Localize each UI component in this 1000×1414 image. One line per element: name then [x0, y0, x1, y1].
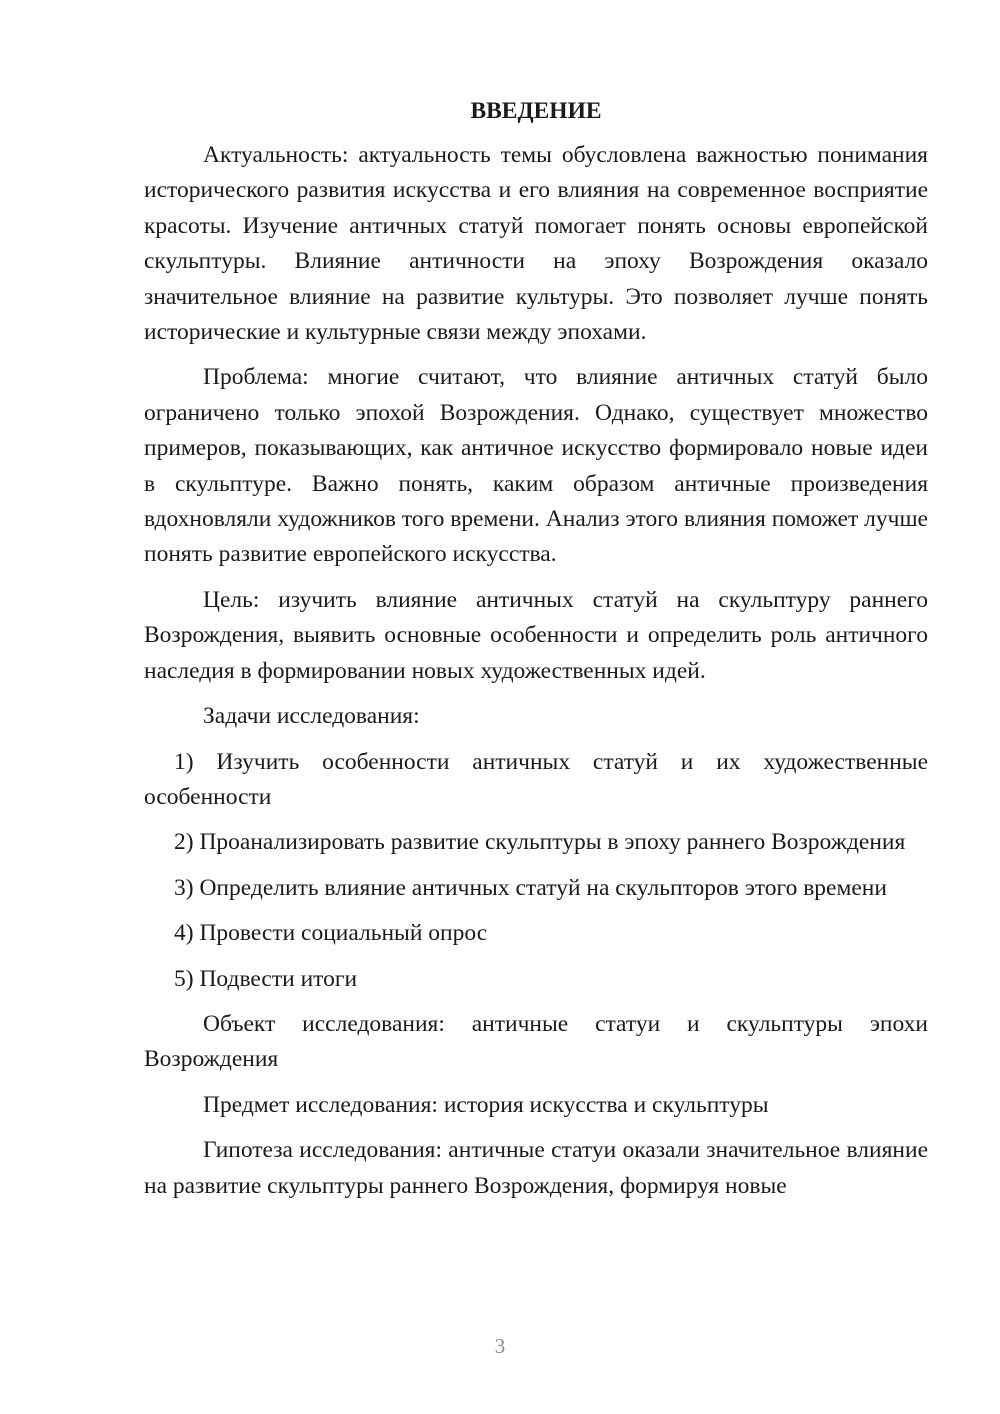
- tasks-heading: Задачи исследования:: [203, 703, 420, 730]
- relevance-paragraph: Актуальность: актуальность темы обусловлена важностью понимания исторического развития искусства и его влияния на современное восприятие красоты. Изучение античных статуй помогает понять основы европейской скульптуры. Влияние античности на эпоху Возрождения оказало значительное влияние на развитие культуры. Это позволяет лучше понять исторические и культурные связи между эпохами.: [144, 142, 928, 346]
- page-number: 3: [494, 1334, 506, 1358]
- list-item: 3) Определить влияние античных статуй на скульпторов этого времени: [174, 874, 887, 901]
- list-item: 1) Изучить особенности античных статуй и их художественные особенности: [144, 748, 928, 810]
- list-item: 4) Провести социальный опрос: [174, 920, 488, 947]
- hypothesis-paragraph: Гипотеза исследования: античные статуи оказали значительное влияние на развитие скульптуры раннего Возрождения, формируя новые: [144, 1137, 928, 1199]
- list-item: 5) Подвести итоги: [174, 965, 358, 992]
- goal-paragraph: Цель: изучить влияние античных статуй на скульптуру раннего Возрождения, выявить основные особенности и определить роль античного наследия в формировании новых художественных идей.: [144, 586, 928, 684]
- problem-paragraph: Проблема: многие считают, что влияние античных статуй было ограничено только эпохой Возрождения. Однако, существует множество примеров, показывающих, как античное искусство формировало новые идеи в скульптуре. Важно понять, каким образом античные произведения вдохновляли художников того времени. Анализ этого влияния поможет лучше понять развитие европейского искусства.: [144, 364, 928, 568]
- object-paragraph: Объект исследования: античные статуи и скульптуры эпохи Возрождения: [144, 1010, 928, 1073]
- list-item: 2) Проанализировать развитие скульптуры в эпоху раннего Возрождения: [174, 829, 906, 856]
- page-content: [144, 92, 928, 1214]
- section-title: ВВЕДЕНИЕ: [470, 98, 602, 124]
- tasks-list: [144, 745, 928, 997]
- subject-paragraph: Предмет исследования: история искусства и скульптуры: [203, 1091, 769, 1118]
